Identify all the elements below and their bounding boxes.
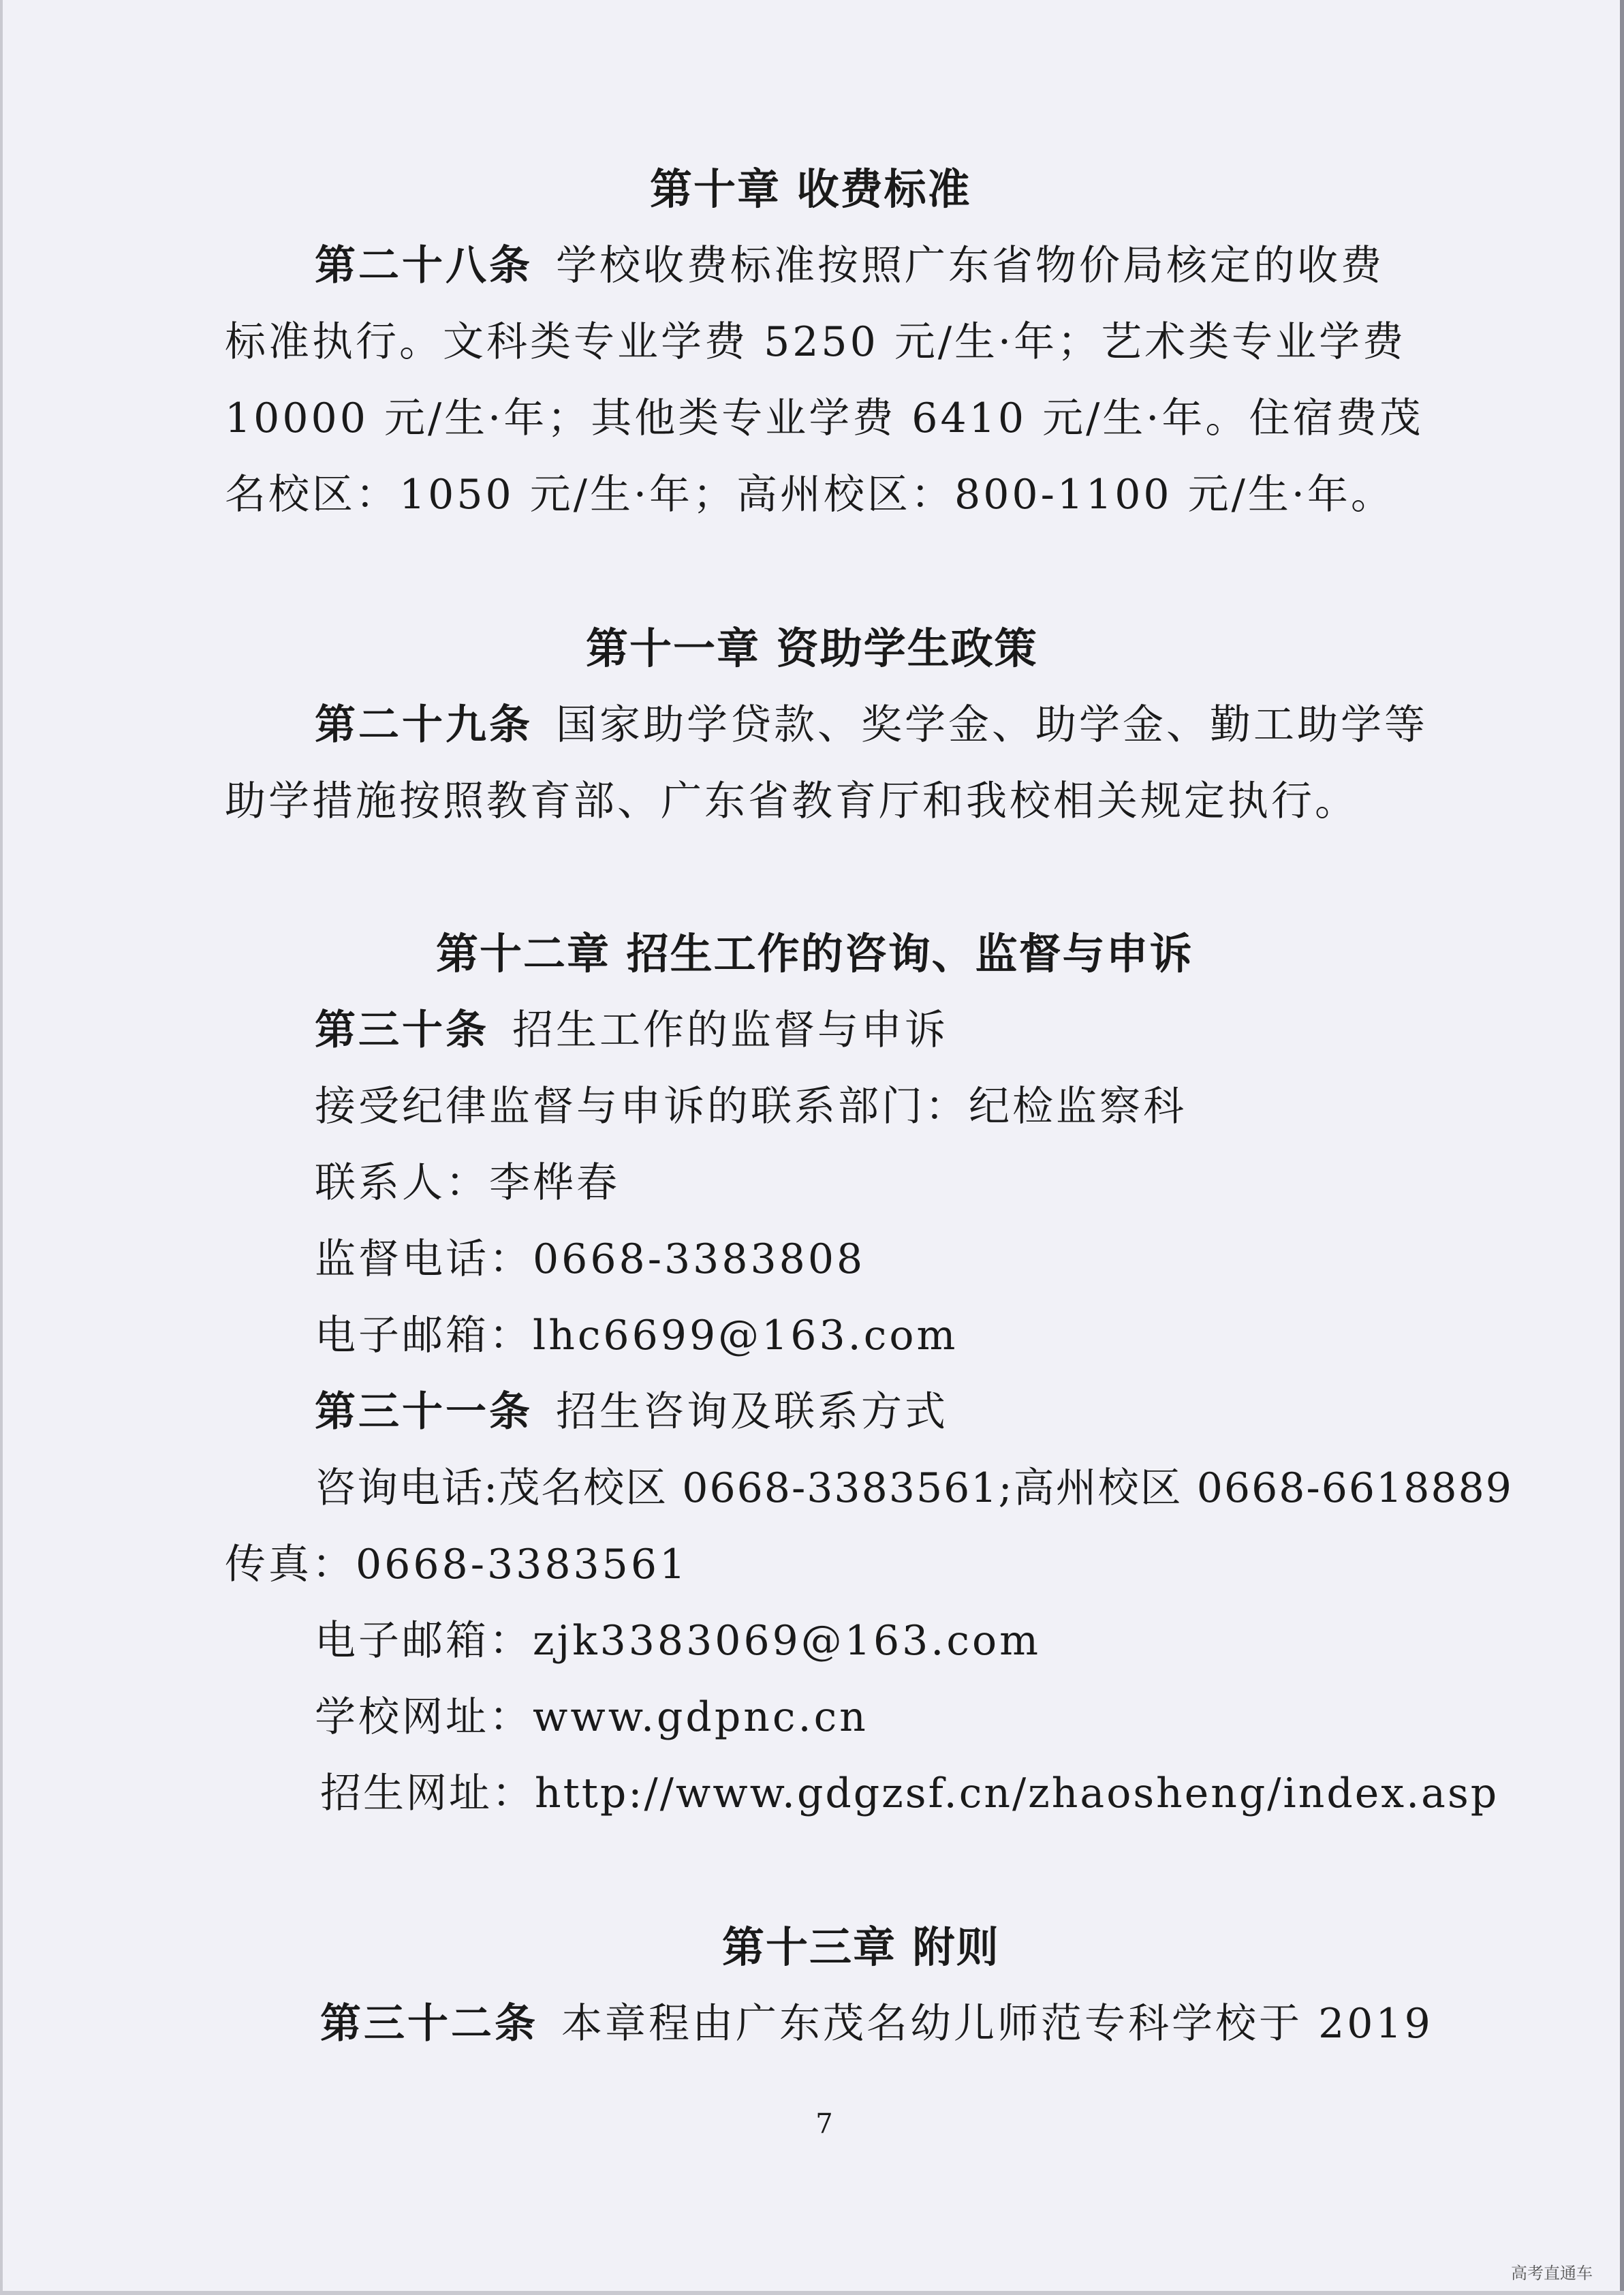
article-30-title: 招生工作的监督与申诉 <box>512 1006 948 1054</box>
article-29-line-1 <box>315 698 1428 752</box>
chapter-11-title: 第十一章 资助学生政策 <box>586 623 1038 673</box>
page-number: 7 <box>815 2108 833 2140</box>
article-32-line-1 <box>320 1997 1433 2051</box>
supervision-dept: 接受纪律监督与申诉的联系部门：纪检监察科 <box>315 1083 1187 1130</box>
school-website: 学校网址：www.gdpnc.cn <box>315 1693 869 1741</box>
article-29-line-2: 助学措施按照教育部、广东省教育厅和我校相关规定执行。 <box>225 777 1358 825</box>
scan-left-edge <box>0 0 3 2295</box>
article-28-line-2: 标准执行。文科类专业学费 5250 元/生·年；艺术类专业学费 <box>225 318 1407 366</box>
article-28-text-1: 学校收费标准按照广东省物价局核定的收费 <box>556 242 1384 290</box>
article-32-text-1: 本章程由广东茂名幼儿师范专科学校于 2019 <box>561 2000 1433 2048</box>
scan-right-edge <box>1620 0 1624 2295</box>
chapter-10-title: 第十章 收费标准 <box>650 164 971 214</box>
consult-fax: 传真：0668-3383561 <box>225 1541 689 1588</box>
article-32-label: 第三十二条 <box>320 2000 538 2048</box>
consult-phone: 咨询电话:茂名校区 0668-3383561;高州校区 0668-6618889 <box>315 1464 1513 1512</box>
article-28-line-3: 10000 元/生·年；其他类专业学费 6410 元/生·年。住宿费茂 <box>225 395 1424 442</box>
article-29-label: 第二十九条 <box>315 701 533 749</box>
article-28-line-4: 名校区：1050 元/生·年；高州校区：800-1100 元/生·年。 <box>225 471 1394 519</box>
consult-email: 电子邮箱：zjk3383069@163.com <box>315 1617 1042 1665</box>
scan-bottom-edge <box>0 2291 1624 2295</box>
watermark-text: 高考直通车 <box>1511 2264 1593 2283</box>
article-29-text-1: 国家助学贷款、奖学金、助学金、勤工助学等 <box>556 701 1428 749</box>
chapter-12-title: 第十二章 招生工作的咨询、监督与申诉 <box>436 929 1193 979</box>
chapter-13-title: 第十三章 附则 <box>722 1922 1000 1972</box>
supervision-email: 电子邮箱：lhc6699@163.com <box>315 1312 958 1359</box>
supervision-contact: 联系人：李桦春 <box>315 1159 620 1207</box>
admission-website: 招生网址：http://www.gdgzsf.cn/zhaosheng/index.asp <box>320 1770 1499 1817</box>
article-31-title: 招生咨询及联系方式 <box>556 1388 948 1436</box>
article-31-label: 第三十一条 <box>315 1388 533 1436</box>
article-30-label: 第三十条 <box>315 1006 489 1054</box>
article-31-line <box>315 1385 948 1439</box>
article-30-line <box>315 1003 948 1058</box>
article-28-label: 第二十八条 <box>315 242 533 290</box>
supervision-phone: 监督电话：0668-3383808 <box>315 1235 866 1283</box>
article-28-line-1 <box>315 238 1384 293</box>
